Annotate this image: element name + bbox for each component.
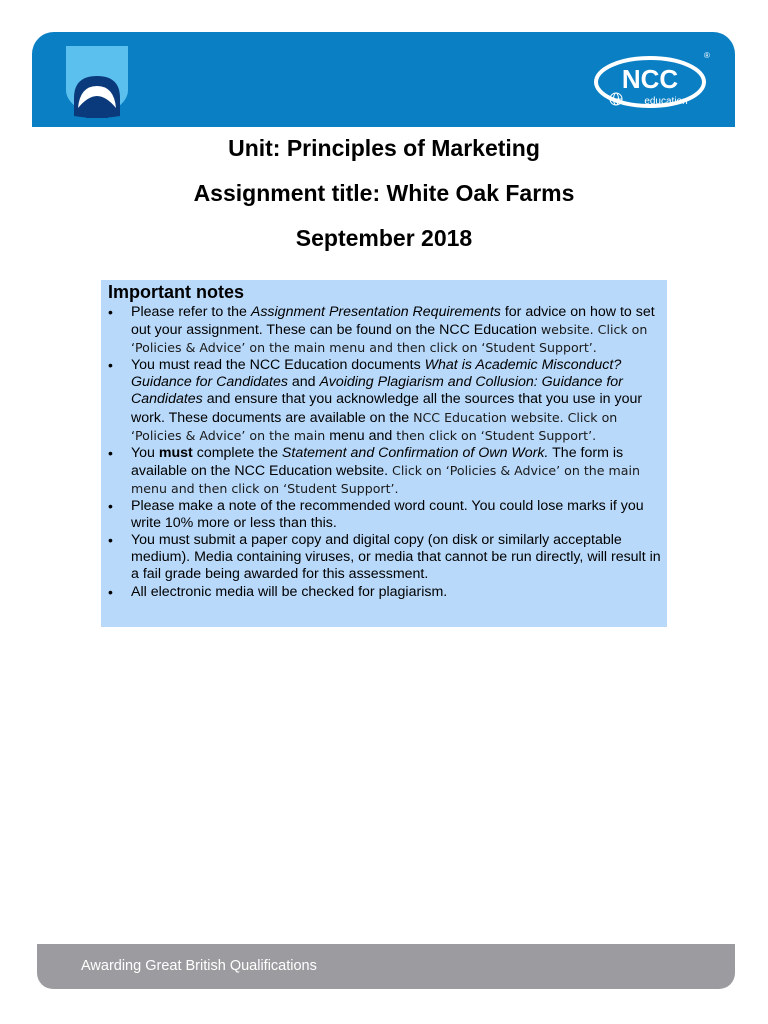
note-text: complete the: [192, 444, 282, 461]
note-text: Assignment Presentation Requirements: [250, 304, 501, 320]
note-item: [108, 357, 661, 444]
brand-sub-text: education: [644, 96, 688, 107]
note-item: [108, 304, 661, 357]
note-item: [108, 445, 661, 498]
note-text: The form is available on the NCC Education website.: [131, 444, 624, 479]
note-text: and ensure that you acknowledge all the sources that you use in your work. These documents are available on the: [131, 391, 643, 426]
note-text: must: [158, 444, 193, 461]
note-text: NCC Education website. Click on ‘Policies & Advice’ on the main: [131, 409, 618, 443]
registered-mark: ®: [704, 51, 710, 60]
note-item: [108, 584, 661, 601]
note-text: Avoiding Plagiarism and Collusion: Guidance for Candidates: [131, 374, 623, 408]
shield-logo-icon: [66, 46, 128, 118]
ncc-education-logo: [594, 46, 714, 116]
note-text: and: [287, 374, 320, 391]
note-item: [108, 498, 661, 532]
note-text: then click on ‘Student Support’.: [396, 427, 597, 443]
important-notes-box: [101, 280, 667, 627]
note-text: You: [131, 444, 159, 461]
note-text: What is Academic Misconduct? Guidance for Candidates: [131, 357, 622, 391]
note-text: Please make a note of the recommended word count. You could lose marks if you write 10% more or less than this.: [131, 498, 644, 532]
assignment-title: Assignment title: White Oak Farms: [193, 180, 575, 206]
title-block: [0, 126, 768, 261]
note-text: Please refer to the: [131, 304, 251, 320]
note-text: for advice on how to set out your assignment. These can be found on the NCC Education: [131, 304, 655, 339]
note-text: menu and: [325, 427, 397, 444]
note-item: [108, 532, 661, 583]
brand-name-text: NCC: [621, 64, 679, 94]
date-title: September 2018: [295, 225, 473, 251]
note-text: website. Click on ‘Policies & Advice’ on the main menu and then click on ‘Student Support’.: [131, 322, 648, 356]
notes-heading: Important notes: [108, 282, 245, 302]
header-band: [32, 32, 735, 127]
note-text: All electronic media will be checked for plagiarism.: [131, 583, 448, 600]
note-text: You must submit a paper copy and digital copy (on disk or similarly acceptable medium). Media containing viruses, or media that cannot be run directly, will result in a fail grade being awarded for this assessment.: [131, 532, 661, 583]
footer-band: [37, 944, 735, 989]
notes-list: [108, 304, 661, 601]
note-text: Click on ‘Policies & Advice’ on the main menu and then click on ‘Student Support’.: [131, 462, 641, 496]
footer-tagline: Awarding Great British Qualifications: [81, 958, 317, 974]
note-text: You must read the NCC Education documents: [131, 357, 425, 374]
unit-title: Unit: Principles of Marketing: [228, 135, 540, 161]
globe-icon: [610, 93, 622, 105]
note-text: Statement and Confirmation of Own Work.: [281, 444, 549, 461]
